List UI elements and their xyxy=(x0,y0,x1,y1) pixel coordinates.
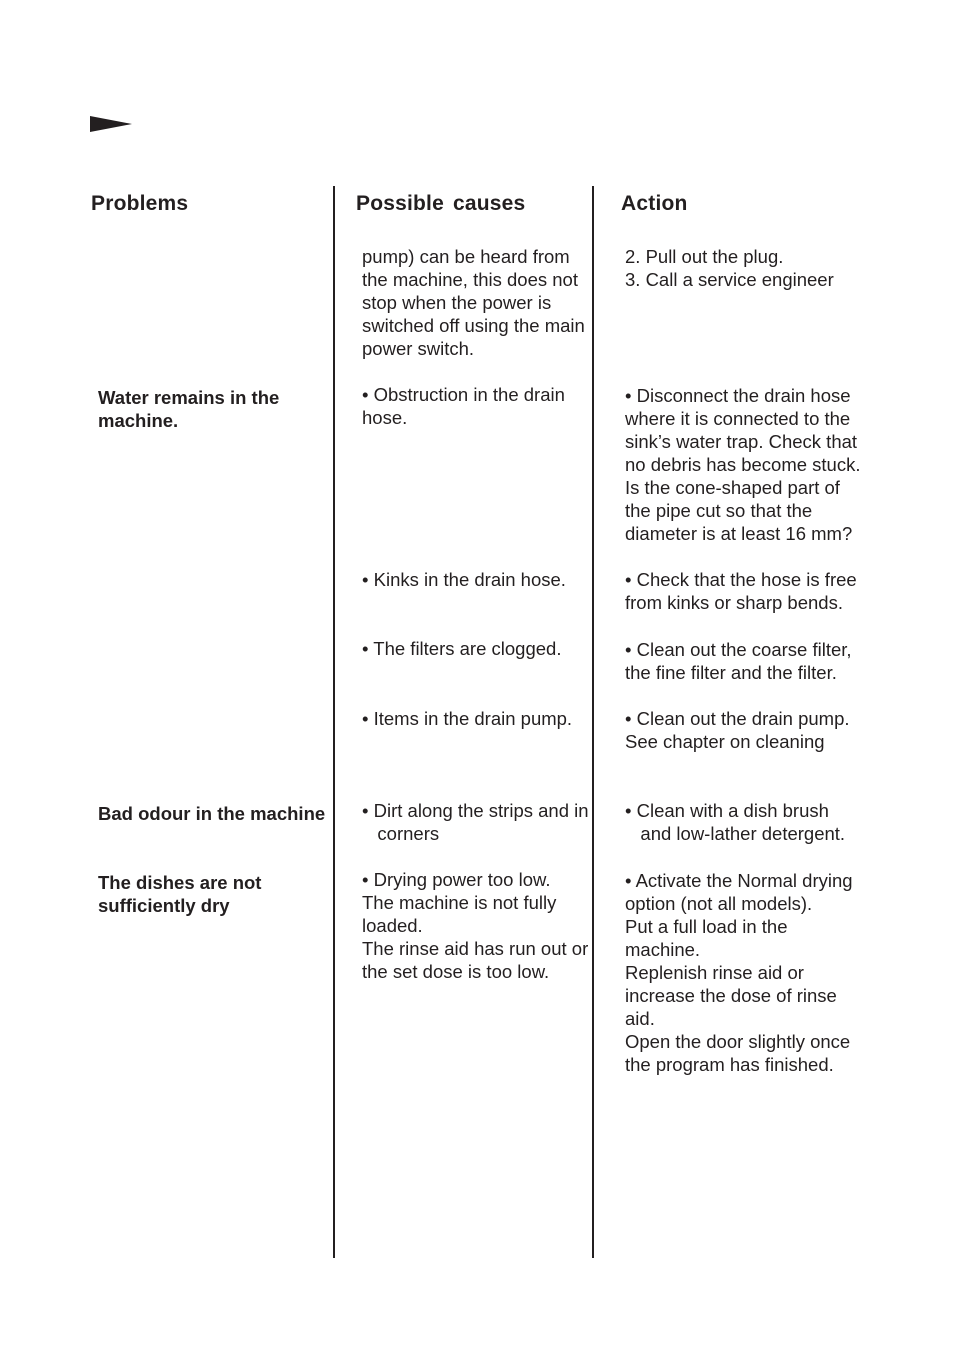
cause-text: • Dirt along the strips and in corners xyxy=(362,800,589,844)
problem-text: Water remains in the machine. xyxy=(98,387,280,431)
header-causes: Possible causes xyxy=(356,192,526,215)
cause-text: • Kinks in the drain hose. xyxy=(362,569,566,590)
cause-text: • Items in the drain pump. xyxy=(362,708,573,729)
cause-text: pump) can be heard from the machine, this does not stop when the power is switched off using the main power switch. xyxy=(362,246,585,359)
column-divider-1 xyxy=(333,186,335,1258)
column-divider-2 xyxy=(592,186,594,1258)
action-text: • Activate the Normal drying option (not all models). Put a full load in the machine. Replenish rinse aid or increase the dose of rinse aid. Open the door slightly once the program has finished. xyxy=(625,870,853,1075)
pointer-arrow-icon xyxy=(90,116,132,132)
problem-text: The dishes are not sufficiently dry xyxy=(98,872,262,916)
action-text: • Disconnect the drain hose where it is connected to the sink’s water trap. Check that no debris has become stuck. Is the cone-shaped part of the pipe cut so that the diameter is at least 16 mm? xyxy=(625,385,861,544)
problem-text: Bad odour in the machine xyxy=(98,803,326,824)
cause-text: • Drying power too low. The machine is not fully loaded. The rinse aid has run out or the set dose is too low. xyxy=(362,869,589,982)
action-text: • Clean out the drain pump. See chapter on cleaning xyxy=(625,708,850,752)
header-action: Action xyxy=(621,192,688,215)
cause-text: • The filters are clogged. xyxy=(362,638,562,659)
cause-text: • Obstruction in the drain hose. xyxy=(362,384,565,428)
header-problems: Problems xyxy=(91,192,189,215)
action-text: • Clean out the coarse filter, the fine filter and the filter. xyxy=(625,639,852,683)
action-text: 2. Pull out the plug. 3. Call a service engineer xyxy=(625,246,834,290)
action-text: • Check that the hose is free from kinks or sharp bends. xyxy=(625,569,857,613)
action-text: • Clean with a dish brush and low-lather detergent. xyxy=(625,800,846,844)
